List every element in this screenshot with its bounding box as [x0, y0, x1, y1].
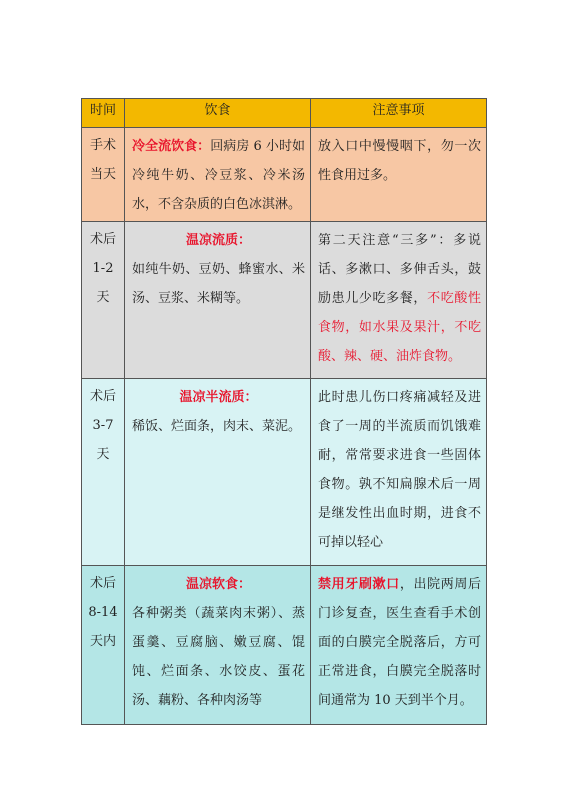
diet-schedule-table	[81, 98, 487, 725]
time-line: 天内	[89, 634, 116, 649]
note-cell	[311, 128, 487, 222]
time-line: 天	[96, 290, 110, 305]
diet-cell	[125, 379, 311, 566]
note-text: 放入口中慢慢咽下，勿一次性食用过多。	[318, 139, 481, 183]
header-notes: 注意事项	[311, 99, 487, 128]
header-time: 时间	[82, 99, 125, 128]
time-cell	[82, 128, 125, 222]
note-warning: 禁用牙刷漱口	[318, 577, 400, 592]
diet-title: 温凉流质：	[185, 233, 251, 248]
time-cell	[82, 566, 125, 725]
note-text: ，出院两周后门诊复查，医生查看手术创面的白膜完全脱落后，方可正常进食，白膜完全脱落时间通常为 10 天到半个月。	[318, 577, 481, 708]
note-cell	[311, 222, 487, 379]
note-cell	[311, 379, 487, 566]
time-line: 8-14	[88, 605, 118, 620]
table-row	[82, 222, 487, 379]
time-line: 手术	[89, 138, 116, 153]
table-row	[82, 128, 487, 222]
diet-title: 温凉软食：	[185, 577, 251, 592]
time-line: 当天	[89, 167, 116, 182]
note-warning: 不吃酸性食物，如水果及果汁，不吃酸、辣、硬、油炸食物。	[318, 291, 481, 364]
diet-cell	[125, 128, 311, 222]
note-text: 此时患儿伤口疼痛减轻及进食了一周的半流质而饥饿难耐，常常要求进食一些固体食物。孰不知扁腺术后一周是继发性出血时期，进食不可掉以轻心	[318, 390, 481, 550]
table-row	[82, 566, 487, 725]
header-diet: 饮食	[125, 99, 311, 128]
time-line: 术后	[89, 232, 116, 247]
diet-title: 温凉半流质：	[179, 390, 258, 405]
time-line: 天	[96, 447, 110, 462]
diet-text: 稀饭、烂面条，肉末、菜泥。	[132, 419, 302, 434]
table-header-row	[82, 99, 487, 128]
note-cell	[311, 566, 487, 725]
time-cell	[82, 222, 125, 379]
diet-cell	[125, 222, 311, 379]
time-line: 术后	[89, 576, 116, 591]
time-line: 术后	[89, 389, 116, 404]
time-cell	[82, 379, 125, 566]
diet-cell	[125, 566, 311, 725]
time-line: 3-7	[92, 418, 114, 433]
note-text: 第二天注意“三多”：多说话、多漱口、多伸舌头，鼓励患儿少吃多餐，	[318, 233, 481, 306]
table-row	[82, 379, 487, 566]
time-line: 1-2	[92, 261, 114, 276]
diet-text: 回病房 6 小时如冷纯牛奶、冷豆浆、冷米汤水，不含杂质的白色冰淇淋。	[132, 139, 305, 212]
diet-title: 冷全流饮食：	[132, 139, 211, 154]
diet-text: 各种粥类（蔬菜肉末粥）、蒸蛋羹、豆腐脑、嫩豆腐、馄饨、烂面条、水饺皮、蛋花汤、藕粉、各种肉汤等	[132, 606, 305, 708]
diet-text: 如纯牛奶、豆奶、蜂蜜水、米汤、豆浆、米糊等。	[132, 262, 305, 306]
